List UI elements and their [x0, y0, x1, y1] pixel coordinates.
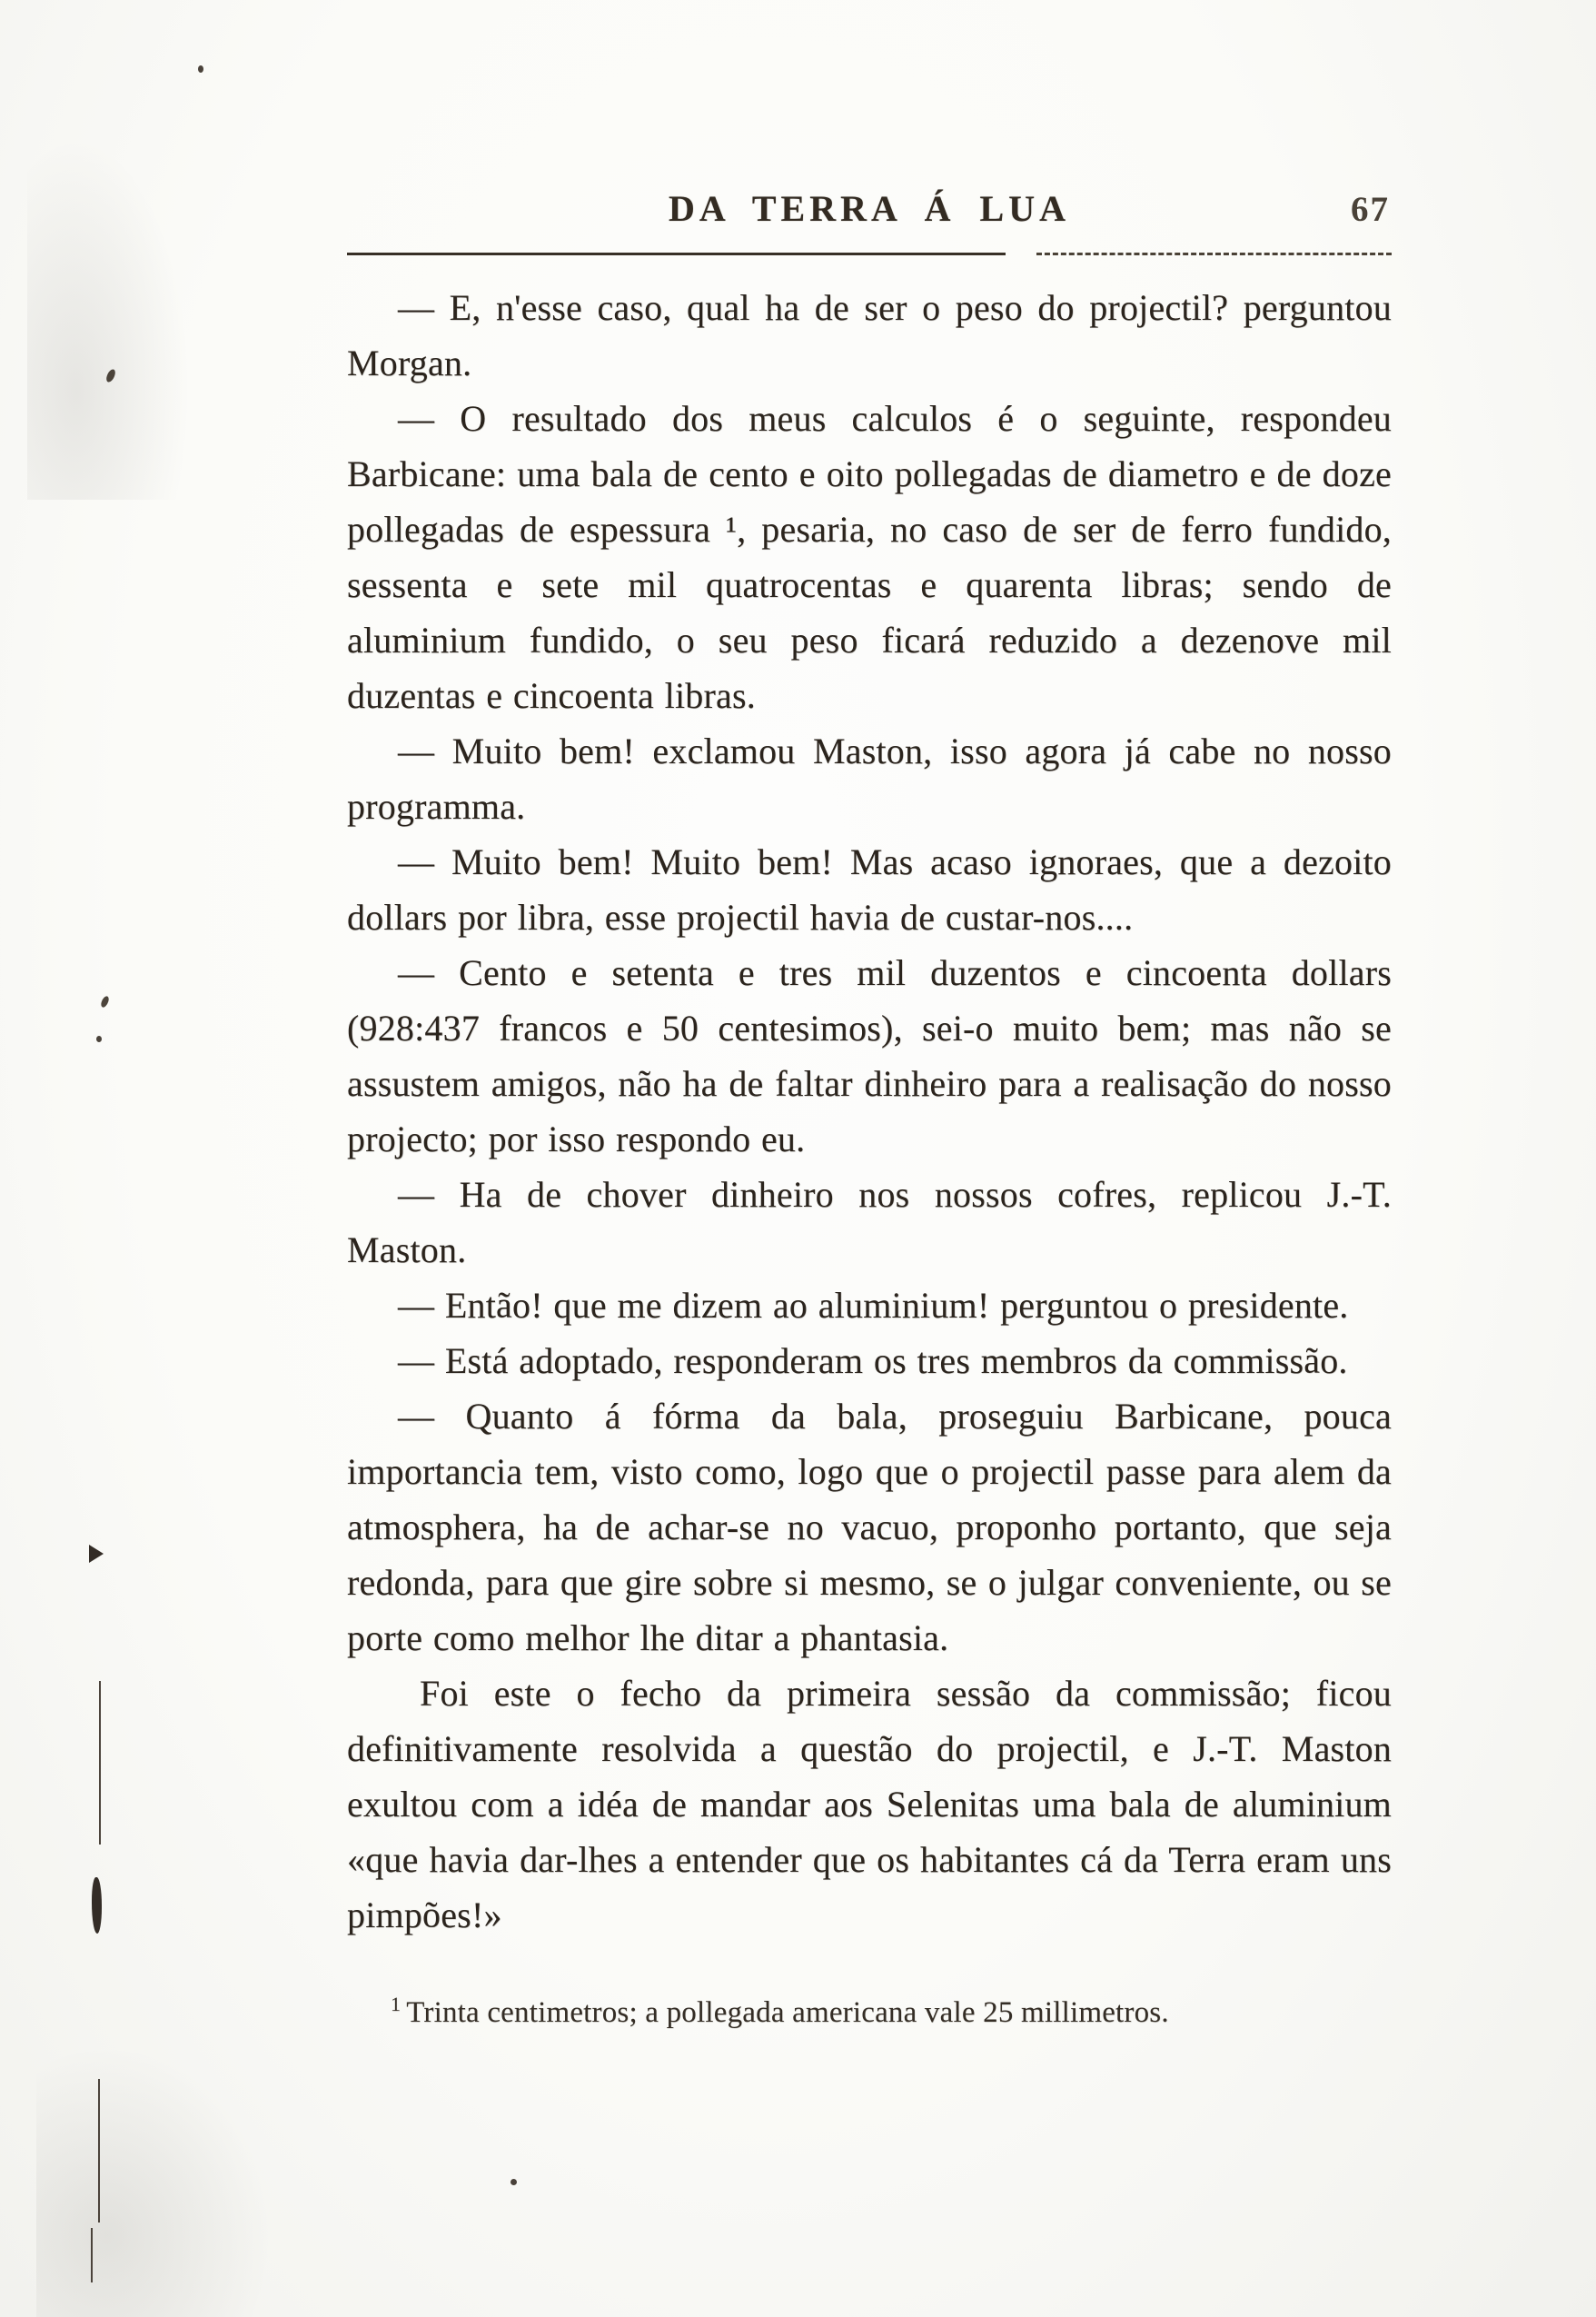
footnote: [347, 1984, 1392, 2033]
paragraph: — Está adoptado, responderam os tres membros da commissão.: [398, 1340, 1348, 1381]
scan-artifact-comma: [100, 995, 110, 1009]
footnote-text: Trinta centimetros; a pollegada americana vale 25 millimetros.: [406, 1996, 1169, 2029]
scan-artifact-corner-line: [91, 2228, 93, 2282]
scan-artifact-dot: [511, 2179, 517, 2185]
paragraph: Foi este o fecho da primeira sessão da commissão; ficou definitivamente resolvida a questão do projectil, e J.-T. Maston exultou com a idéa de mandar aos Selenitas uma bala de aluminium «que havia dar-lhes a entender que os habitantes cá da Terra eram uns pimpões!»: [347, 1673, 1392, 1935]
header-rule-solid-segment: [347, 253, 1006, 255]
paragraph: — E, n'esse caso, qual ha de ser o peso do projectil? perguntou Morgan.: [347, 287, 1392, 383]
page-number: 67: [1351, 190, 1390, 229]
paragraph: — O resultado dos meus calculos é o seguinte, respondeu Barbicane: uma bala de cento e oito pollegadas de diametro e de doze pollegadas de espessura ¹, pesaria, no caso de ser de ferro fundido, sessenta e sete mil quatrocentas e quarenta libras; sendo de aluminium fundido, o seu peso ficará reduzido a dezenove mil duzentas e cincoenta libras.: [347, 398, 1392, 716]
scan-artifact-dot: [96, 1036, 102, 1042]
scan-artifact-comma: [105, 368, 116, 383]
text-column: [347, 187, 1392, 2033]
paragraph: — Quanto á fórma da bala, proseguiu Barbicane, pouca importancia tem, visto como, logo que o projectil passe para alem da atmosphera, ha de achar-se no vacuo, proponho portanto, que seja redonda, para que gire sobre si mesmo, se o julgar conveniente, ou se porte como melhor lhe ditar a phantasia.: [347, 1396, 1392, 1658]
header-rule: [347, 253, 1392, 256]
running-header-title: DA TERRA Á LUA: [669, 188, 1070, 229]
scan-artifact-ink-blot: [92, 1877, 102, 1934]
scan-artifact-smudge: [27, 136, 191, 500]
page-header: [347, 187, 1392, 234]
paragraph: — Muito bem! exclamou Maston, isso agora já cabe no nosso programma.: [347, 731, 1392, 827]
body-text: [347, 280, 1392, 1943]
scan-artifact-fold-line: [98, 2079, 100, 2223]
scan-artifact-ink-wedge: [89, 1545, 104, 1563]
scan-artifact-fold-line: [99, 1681, 101, 1845]
footnote-marker: 1: [391, 1993, 401, 2015]
paragraph: — Cento e setenta e tres mil duzentos e cincoenta dollars (928:437 francos e 50 centesimos), sei-o muito bem; mas não se assustem amigos, não ha de faltar dinheiro para a realisação do nosso projecto; por isso respondo eu.: [347, 952, 1392, 1159]
header-rule-dashed-segment: [1036, 253, 1392, 255]
scan-artifact-dot: [198, 65, 203, 73]
scan-artifact-smudge: [36, 2044, 273, 2317]
paragraph: — Ha de chover dinheiro nos nossos cofres, replicou J.-T. Maston.: [347, 1174, 1392, 1270]
paragraph: — Então! que me dizem ao aluminium! perguntou o presidente.: [398, 1285, 1349, 1326]
paragraph: — Muito bem! Muito bem! Mas acaso ignoraes, que a dezoito dollars por libra, esse projectil havia de custar-nos....: [347, 841, 1392, 938]
